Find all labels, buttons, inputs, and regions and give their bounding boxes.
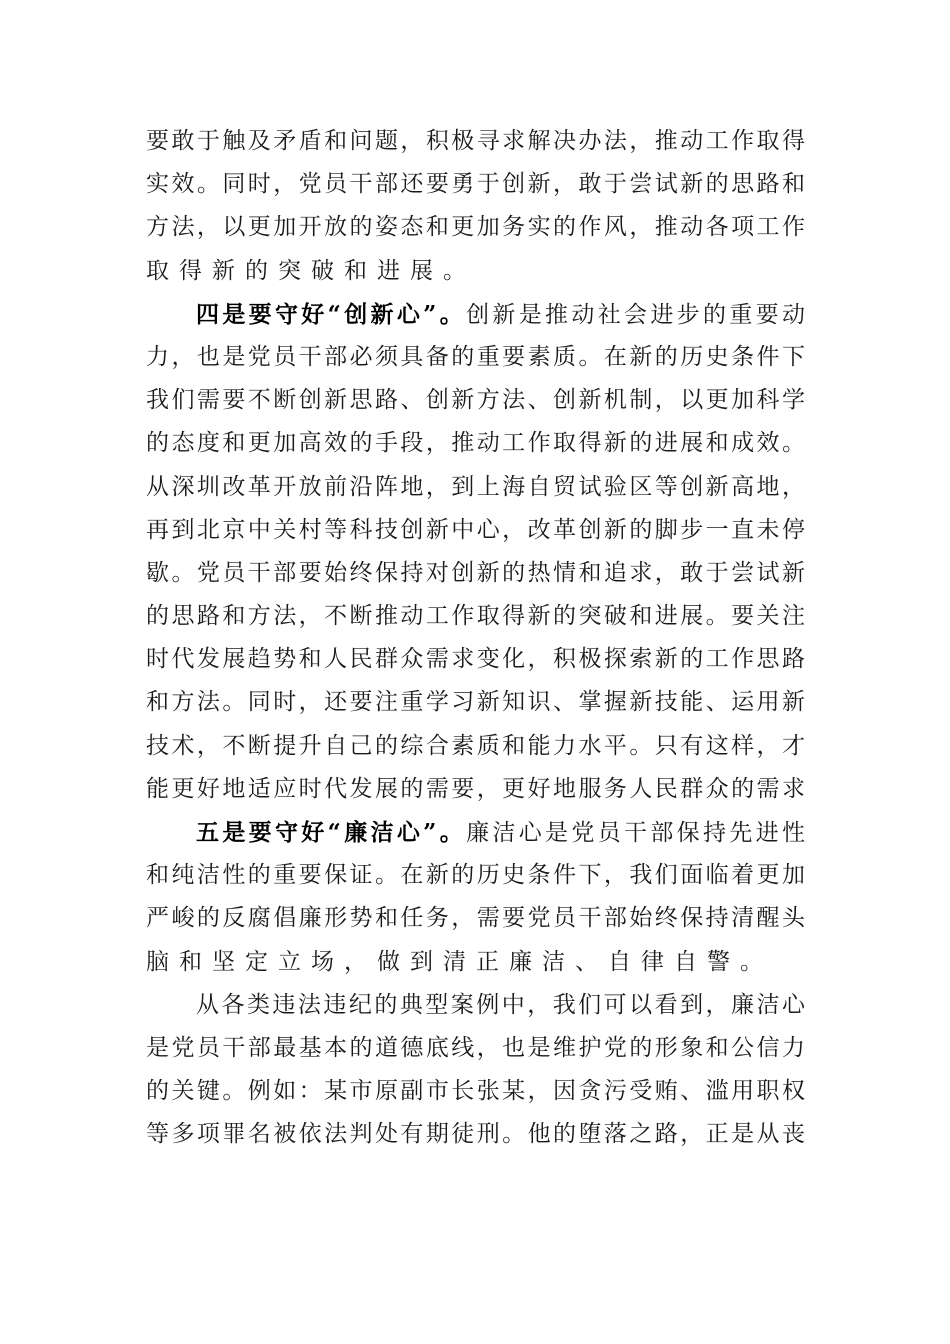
text-line: 取得新的突破和进展。: [146, 257, 476, 284]
text-line: 是党员干部最基本的道德底线，也是维护党的形象和公信力: [146, 1034, 805, 1061]
text-line: 的态度和更加高效的手段，推动工作取得新的进展和成效。: [146, 430, 805, 457]
section-heading-integrity: 五是要守好“廉洁心”。: [196, 819, 467, 846]
text-line: 的思路和方法，不断推动工作取得新的突破和进展。要关注: [146, 603, 805, 630]
text-line: 实效。同时，党员干部还要勇于创新，敢于尝试新的思路和: [146, 171, 805, 198]
text-line: 时代发展趋势和人民群众需求变化，积极探索新的工作思路: [146, 646, 805, 673]
section-heading-innovation: 四是要守好“创新心”。: [196, 300, 467, 328]
text-line: 歇。党员干部要始终保持对创新的热情和追求，敢于尝试新: [146, 559, 805, 586]
text-line: 的关键。例如：某市原副市长张某，因贪污受贿、滥用职权: [146, 1078, 805, 1105]
text-line: 等多项罪名被依法判处有期徒刑。他的堕落之路，正是从丧: [146, 1121, 805, 1148]
text-line: 和方法。同时，还要注重学习新知识、掌握新技能、运用新: [146, 689, 805, 716]
text-line: 要敢于触及矛盾和问题，积极寻求解决办法，推动工作取得: [146, 128, 805, 154]
text-line: 能更好地适应时代发展的需要，更好地服务人民群众的需求: [146, 775, 805, 802]
text-span: 创新是推动社会进步的重要动: [466, 301, 805, 328]
text-line: 我们需要不断创新思路、创新方法、创新机制，以更加科学: [146, 387, 805, 414]
text-line: 严峻的反腐倡廉形势和任务，需要党员干部始终保持清醒头: [146, 905, 805, 932]
text-line: 从各类违法违纪的典型案例中，我们可以看到，廉洁心: [196, 991, 805, 1018]
text-line: 和纯洁性的重要保证。在新的历史条件下，我们面临着更加: [146, 862, 805, 889]
text-line: 方法，以更加开放的姿态和更加务实的作风，推动各项工作: [146, 214, 805, 241]
text-line: 技术，不断提升自己的综合素质和能力水平。只有这样，才: [146, 732, 805, 759]
section-heading-line: [146, 811, 805, 854]
text-line: 再到北京中关村等科技创新中心，改革创新的脚步一直未停: [146, 516, 805, 543]
text-line: 力，也是党员干部必须具备的重要素质。在新的历史条件下: [146, 343, 805, 370]
document-body: [146, 120, 805, 1157]
text-line: 脑和坚定立场，做到清正廉洁、自律自警。: [146, 948, 773, 975]
section-heading-line: [146, 293, 805, 336]
text-span: 廉洁心是党员干部保持先进性: [466, 820, 805, 846]
text-line: 从深圳改革开放前沿阵地，到上海自贸试验区等创新高地，: [146, 473, 805, 500]
